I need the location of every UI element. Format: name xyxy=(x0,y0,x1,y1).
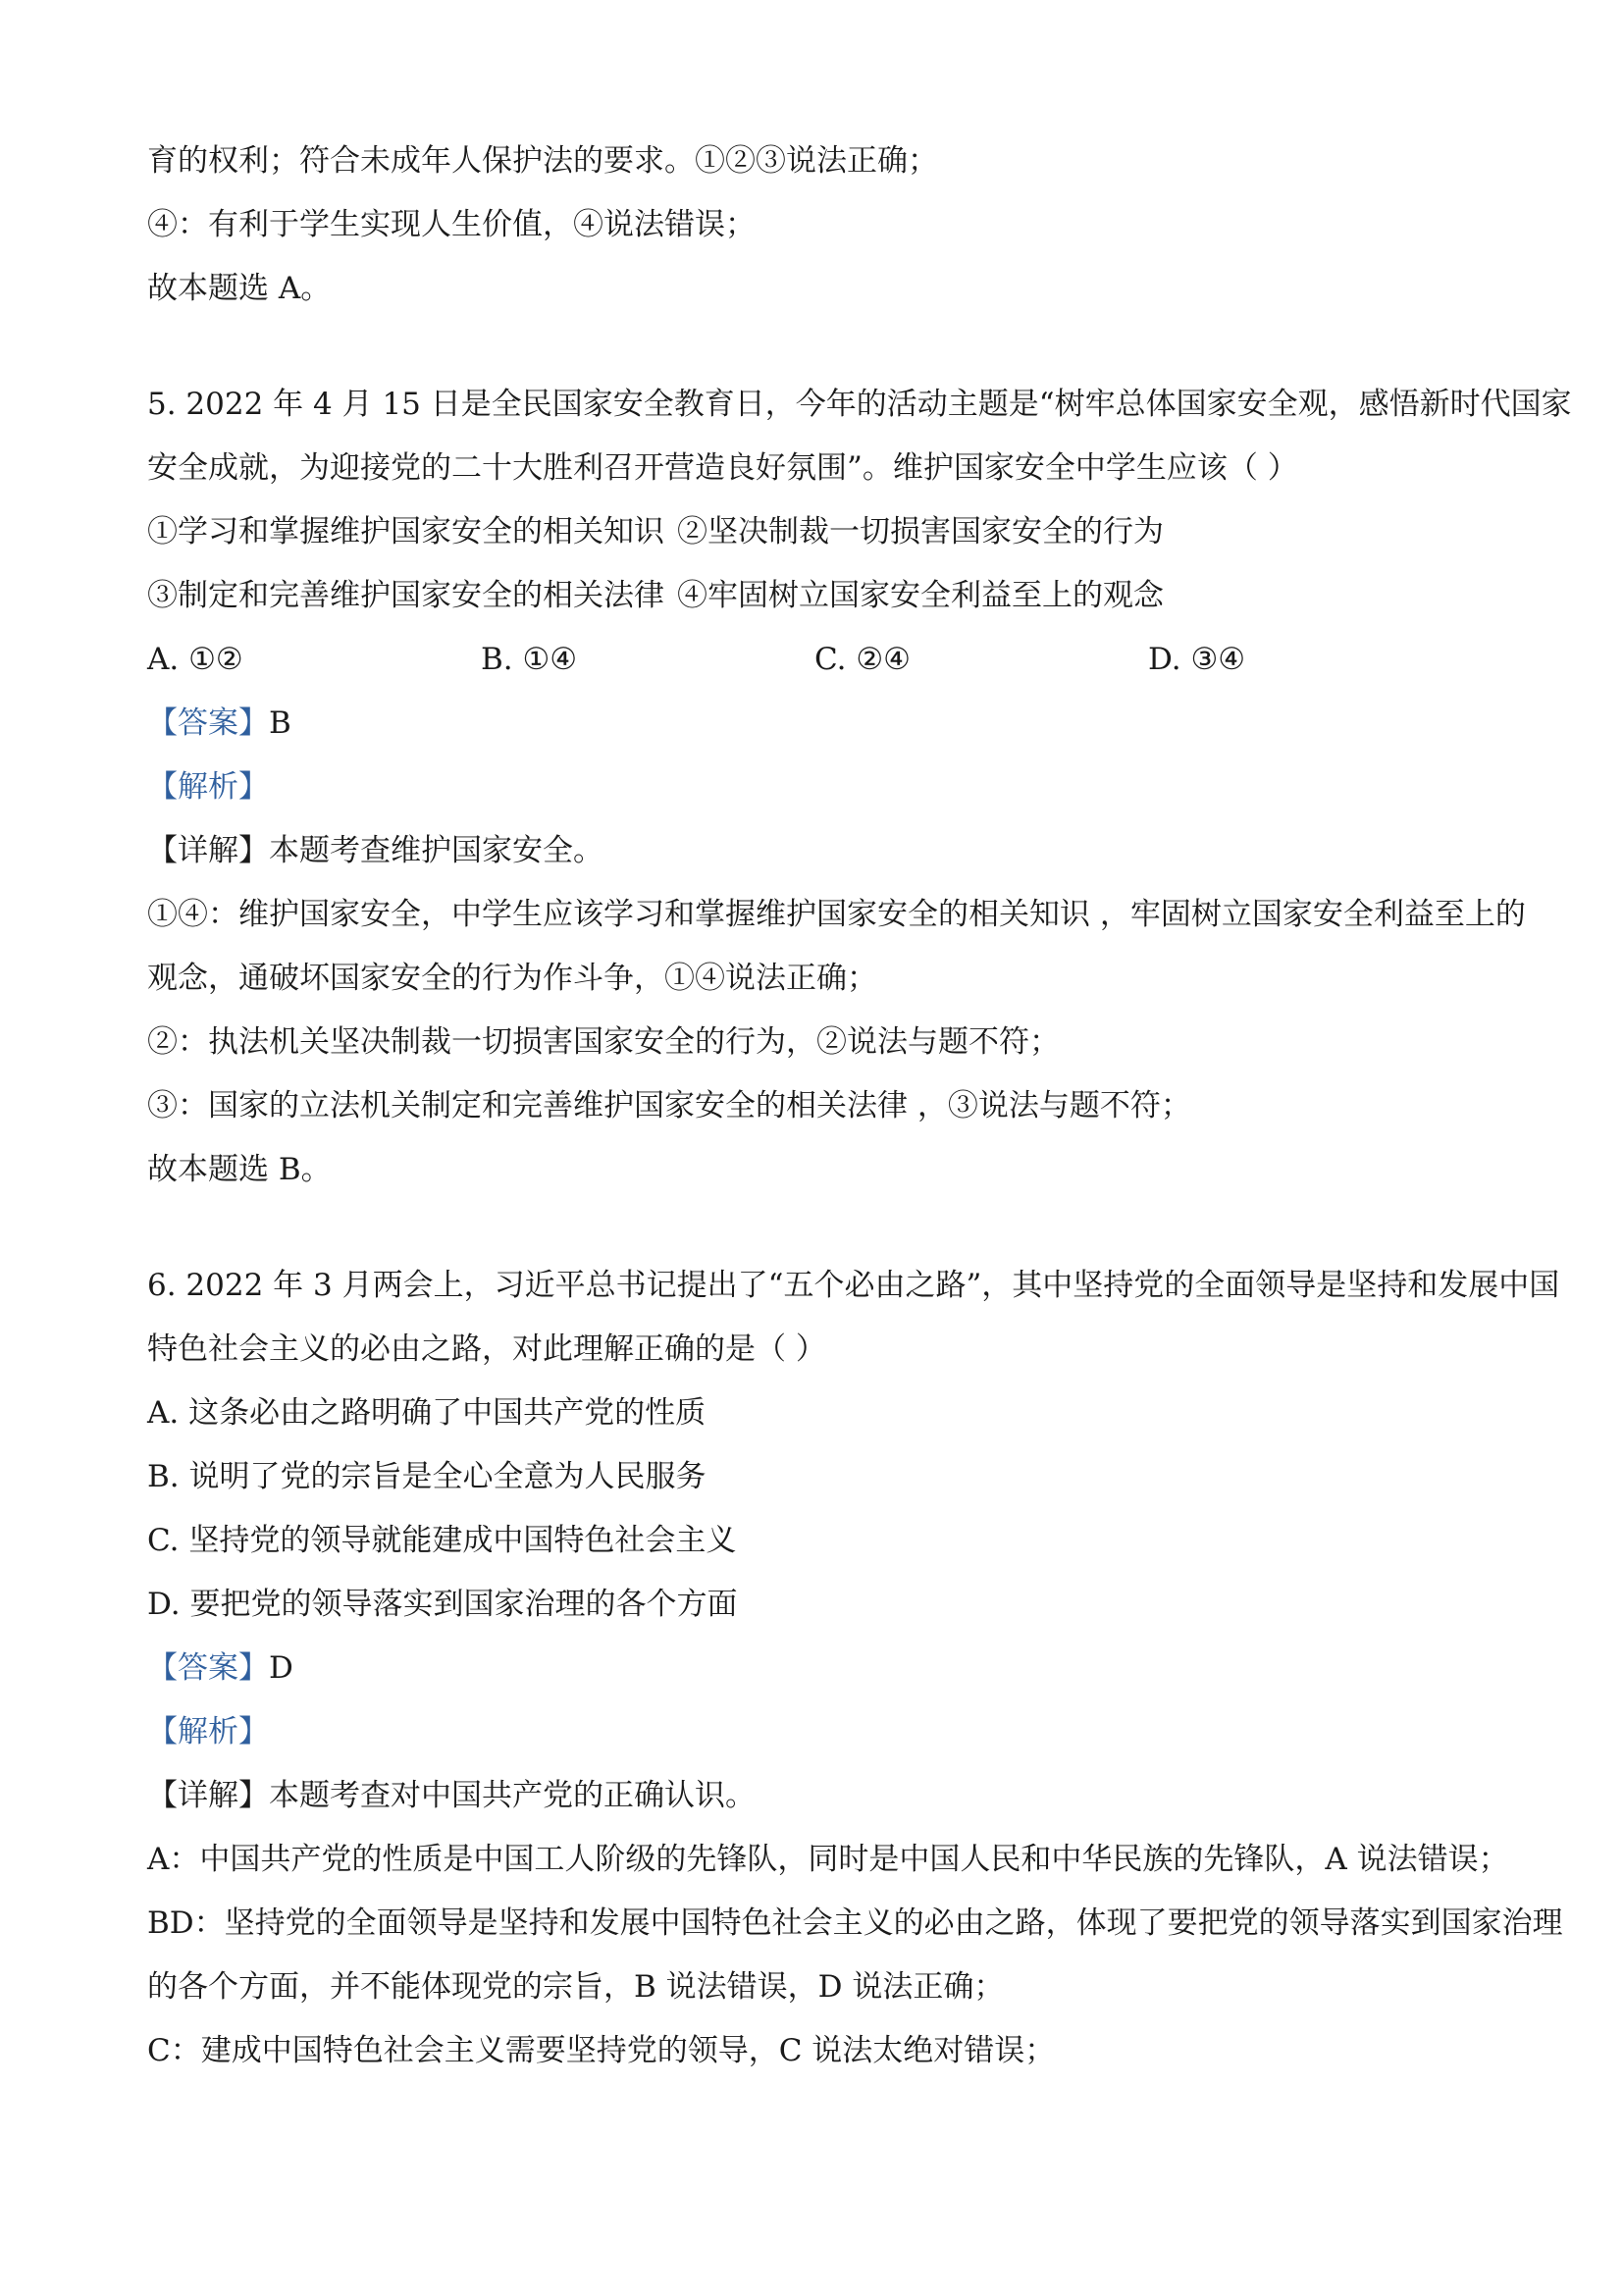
choice-c: C. ②④ xyxy=(814,642,911,677)
choice-c: C. 坚持党的领导就能建成中国特色社会主义 xyxy=(147,1523,737,1558)
statement-item: ①学习和掌握维护国家安全的相关知识 xyxy=(147,514,664,549)
answer-value: D xyxy=(269,1650,293,1686)
answer-label: 【答案】 xyxy=(147,1650,269,1686)
explanation-line: ③：国家的立法机关制定和完善维护国家安全的相关法律 ，③说法与题不符； xyxy=(147,1088,1191,1123)
statement-row xyxy=(147,564,1492,628)
detail-label: 【详解】 xyxy=(147,833,269,868)
detail-text: 本题考查对中国共产党的正确认识。 xyxy=(269,1778,756,1813)
page-content xyxy=(147,130,1572,2083)
analysis-line xyxy=(147,756,1492,819)
previous-conclusion: 故本题选 A。 xyxy=(147,271,332,306)
explanation-line: BD：坚持党的全面领导是坚持和发展中国特色社会主义的必由之路，体现了要把党的领导落实到国家治理 xyxy=(147,1905,1563,1941)
question-stem-line: 5. 2022 年 4 月 15 日是全民国家安全教育日，今年的活动主题是“树牢总体国家安全观，感悟新时代国家 xyxy=(147,387,1572,422)
explanation-line: 观念，通破坏国家安全的行为作斗争，①④说法正确； xyxy=(147,961,877,996)
statement-item: ②坚决制裁一切损害国家安全的行为 xyxy=(677,514,1164,549)
spacer xyxy=(147,1202,1492,1254)
statement-item: ③制定和完善维护国家安全的相关法律 xyxy=(147,578,664,613)
question-stem-line: 安全成就，为迎接党的二十大胜利召开营造良好氛围”。维护国家安全中学生应该（ ） xyxy=(147,450,1298,486)
question-5 xyxy=(147,373,1572,1202)
detail-line xyxy=(147,1764,1492,1828)
choice-a: A. ①② xyxy=(147,642,243,677)
detail-line xyxy=(147,819,1492,883)
choice-b: B. 说明了党的宗旨是全心全意为人民服务 xyxy=(147,1459,707,1494)
explanation-line: C：建成中国特色社会主义需要坚持党的领导，C 说法太绝对错误； xyxy=(147,2033,1056,2068)
statement-item: ④牢固树立国家安全利益至上的观念 xyxy=(677,578,1164,613)
spacer xyxy=(147,321,1492,373)
explanation-line: ①④：维护国家安全，中学生应该学习和掌握维护国家安全的相关知识 ，牢固树立国家安全利益至上的 xyxy=(147,897,1526,932)
detail-label: 【详解】 xyxy=(147,1778,269,1813)
choice-d: D. 要把党的领导落实到国家治理的各个方面 xyxy=(147,1587,738,1622)
explanation-line: 的各个方面，并不能体现党的宗旨，B 说法错误，D 说法正确； xyxy=(147,1969,1005,2005)
previous-explanation-line: ④：有利于学生实现人生价值，④说法错误； xyxy=(147,207,756,242)
analysis-label: 【解析】 xyxy=(147,769,269,805)
answer-line xyxy=(147,692,1492,756)
statement-row xyxy=(147,500,1492,564)
choice-row xyxy=(147,628,1492,692)
answer-value: B xyxy=(269,705,291,741)
question-stem-line: 6. 2022 年 3 月两会上，习近平总书记提出了“五个必由之路”，其中坚持党的全面领导是坚持和发展中国 xyxy=(147,1268,1560,1303)
conclusion-line: 故本题选 B。 xyxy=(147,1152,332,1187)
analysis-label: 【解析】 xyxy=(147,1714,269,1749)
question-stem-line: 特色社会主义的必由之路，对此理解正确的是（ ） xyxy=(147,1331,826,1367)
answer-line xyxy=(147,1637,1492,1700)
detail-text: 本题考查维护国家安全。 xyxy=(269,833,603,868)
explanation-line: ②：执法机关坚决制裁一切损害国家安全的行为，②说法与题不符； xyxy=(147,1024,1060,1060)
explanation-line: A：中国共产党的性质是中国工人阶级的先锋队，同时是中国人民和中华民族的先锋队，A 说法错误； xyxy=(147,1842,1509,1877)
question-6 xyxy=(147,1254,1563,2083)
answer-label: 【答案】 xyxy=(147,705,269,741)
analysis-line xyxy=(147,1700,1492,1764)
previous-explanation-line: 育的权利；符合未成年人保护法的要求。①②③说法正确； xyxy=(147,143,938,179)
choice-d: D. ③④ xyxy=(1148,642,1246,677)
choice-a: A. 这条必由之路明确了中国共产党的性质 xyxy=(147,1395,707,1431)
choice-b: B. ①④ xyxy=(481,642,578,677)
